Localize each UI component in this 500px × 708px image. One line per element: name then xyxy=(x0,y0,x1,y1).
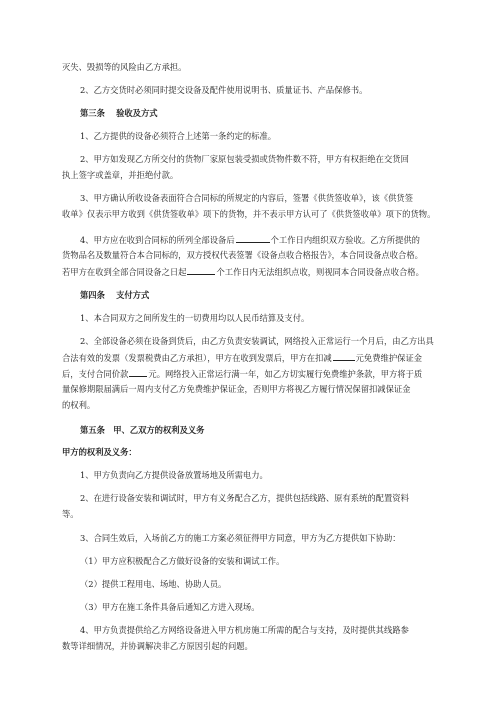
paragraph-line: 1、本合同双方之间所发生的一切费用均以人民币结算及支付。 xyxy=(80,313,310,323)
paragraph-line: 等。 xyxy=(62,509,79,519)
paragraph-line: 4、甲方负责提供给乙方网络设备进入甲方机房施工所需的配合与支持，及时提供其线路参 xyxy=(80,625,409,635)
list-item: （3）甲方在施工条件具备后通知乙方进入现场。 xyxy=(80,602,260,612)
paragraph-line: 灭失、毁损等的风险由乙方承担。 xyxy=(62,62,187,72)
paragraph-line: 2、甲方如发现乙方所交付的货物厂家原包装受损或货物件数不符，甲方有权拒绝在交货回 xyxy=(80,154,409,164)
paragraph-line xyxy=(80,234,470,246)
text-segment: 4、甲方应在收到合同标的所列全部设备后 xyxy=(80,235,235,245)
text-segment: 个工作日内组织双方验收。乙方所提供的 xyxy=(270,235,420,245)
paragraph-line: 的权利。 xyxy=(62,400,96,410)
text-segment: 个工作日内无法组织点收，则视同本合同设备点收合格。 xyxy=(216,267,424,277)
article-3-heading: 第三条 验收及方式 xyxy=(80,108,158,118)
text-segment: 合法有效的发票（发票税费由乙方承担），甲方在收到发票后，甲方在扣减 xyxy=(62,353,332,363)
article-4-heading: 第四条 支付方式 xyxy=(80,290,150,300)
paragraph-line: 2、乙方交货时必须同时提交设备及配件使用说明书、质量证书、产品保修书。 xyxy=(80,85,368,95)
paragraph-line xyxy=(62,266,452,278)
paragraph-line: 数等详细情况，并协调解决非乙方原因引起的问题。 xyxy=(62,641,253,651)
text-segment: 若甲方在收到全部合同设备之日起 xyxy=(62,267,187,277)
paragraph-line: 1、甲方负责向乙方提供设备放置场地及所需电力。 xyxy=(80,470,268,480)
paragraph-line xyxy=(62,352,452,364)
paragraph-line: 3、甲方确认所收设备表面符合合同标的所规定的内容后，签署《供货签收单》，该《供货签 xyxy=(80,193,414,203)
paragraph-line: 3、合同生效后，入场前乙方的施工方案必须征得甲方同意，甲方为乙方提供如下协助： xyxy=(80,533,401,543)
text-segment: 元。网络投入正常运行满一年，如乙方切实履行免费维护条款，甲方将于质 xyxy=(148,369,423,379)
paragraph-line: 2、在进行设备安装和调试时，甲方有义务配合乙方，提供包括线路、原有系统的配置资料 xyxy=(80,493,409,503)
text-segment: 元免费维护保证金 xyxy=(355,353,423,363)
subheading: 甲方的权利及义务： xyxy=(62,447,137,457)
fill-blank[interactable] xyxy=(129,368,147,377)
paragraph-line: 量保修期限届满后一周内支付乙方免费维护保证金，否则甲方将视乙方履行情况保留扣减保证金 xyxy=(62,384,411,394)
paragraph-line: 1、乙方提供的设备必须符合上述第一条约定的标准。 xyxy=(80,131,277,141)
article-5-heading: 第五条 甲、乙双方的权利及义务 xyxy=(80,425,205,435)
paragraph-line: 2、全部设备必须在设备到货后，由乙方负责安装调试，网络投入正常运行一个月后，由乙方出具 xyxy=(80,336,434,346)
fill-blank[interactable] xyxy=(236,234,270,243)
text-segment: 后，支付合同价款 xyxy=(62,369,129,379)
paragraph-line: 货物品名及数量符合本合同标的，双方授权代表签署《设备点收合格报告》，本合同设备点收合格。 xyxy=(62,250,423,260)
paragraph-line xyxy=(62,368,452,380)
paragraph-line: 收单》仅表示甲方收到《供货签收单》项下的货物，并不表示甲方认可了《供货签收单》项下的货物。 xyxy=(62,209,436,219)
list-item: （2）提供工程用电、场地、协助人员。 xyxy=(80,579,227,589)
list-item: （1）甲方应积极配合乙方做好设备的安装和调试工作。 xyxy=(80,556,285,566)
fill-blank[interactable] xyxy=(187,266,215,275)
paragraph-line: 执上签字或盖章，并拒绝付款。 xyxy=(62,170,179,180)
fill-blank[interactable] xyxy=(333,352,355,361)
